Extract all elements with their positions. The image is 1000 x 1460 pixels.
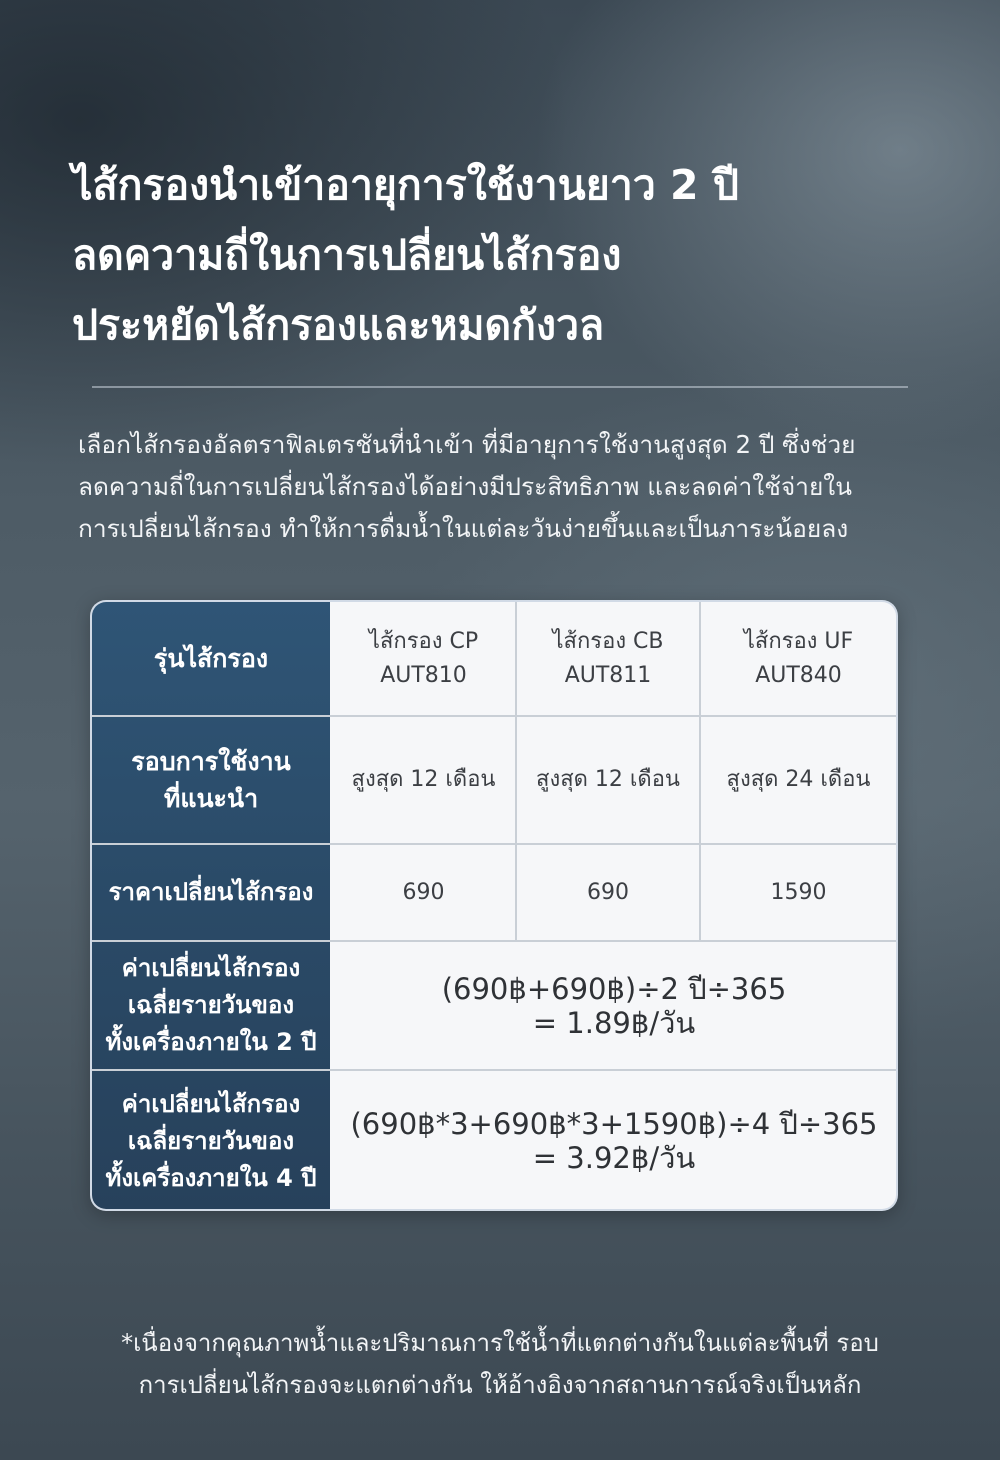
- footnote-line: การเปลี่ยนไส้กรองจะแตกต่างกัน ให้อ้างอิงจากสถานการณ์จริงเป็นหลัก: [138, 1371, 862, 1399]
- daily-cost-2y-cell: (690฿+690฿)÷2 ปี÷365 = 1.89฿/วัน: [441, 971, 787, 1040]
- intro-line: เลือกไส้กรองอัลตราฟิลเตรชันที่นำเข้า ที่มีอายุการใช้งานสูงสุด 2 ปี ซึ่งช่วย: [78, 430, 856, 459]
- row-header-price: ราคาเปลี่ยนไส้กรอง: [108, 878, 314, 906]
- filter-price-cell: 690: [587, 879, 629, 905]
- intro-paragraph: [78, 424, 938, 550]
- headline-line: ไส้กรองนำเข้าอายุการใช้งานยาว 2 ปี: [72, 161, 739, 209]
- filter-model-cell: ไส้กรอง UF AUT840: [743, 628, 854, 688]
- filter-model-cell: ไส้กรอง CB AUT811: [552, 628, 664, 688]
- daily-cost-4y-cell: (690฿*3+690฿*3+1590฿)÷4 ปี÷365 = 3.92฿/วัน: [350, 1107, 878, 1175]
- row-header-daily-2y: ค่าเปลี่ยนไส้กรอง เฉลี่ยรายวันของ ทั้งเครื่องภายใน 2 ปี: [105, 954, 317, 1056]
- headline-line: ลดความถี่ในการเปลี่ยนไส้กรอง: [72, 231, 622, 279]
- footnote: [50, 1322, 950, 1406]
- filter-model-cell: ไส้กรอง CP AUT810: [368, 628, 479, 688]
- filter-comparison-table: [90, 600, 898, 1211]
- headline: [72, 150, 952, 360]
- filter-cycle-cell: สูงสุด 12 เดือน: [351, 767, 496, 792]
- headline-line: ประหยัดไส้กรองและหมดกังวล: [72, 301, 605, 349]
- filter-price-cell: 690: [402, 879, 445, 905]
- row-header-daily-4y: ค่าเปลี่ยนไส้กรอง เฉลี่ยรายวันของ ทั้งเครื่องภายใน 4 ปี: [105, 1089, 317, 1192]
- intro-line: ลดความถี่ในการเปลี่ยนไส้กรองได้อย่างมีประสิทธิภาพ และลดค่าใช้จ่ายใน: [78, 472, 853, 501]
- row-header-cycle: รอบการใช้งาน ที่แนะนำ: [131, 747, 291, 813]
- filter-cycle-cell: สูงสุด 24 เดือน: [726, 767, 871, 792]
- filter-cycle-cell: สูงสุด 12 เดือน: [536, 767, 680, 792]
- footnote-line: *เนื่องจากคุณภาพน้ำและปริมาณการใช้น้ำที่แตกต่างกันในแต่ละพื้นที่ รอบ: [121, 1329, 879, 1357]
- row-header-model: รุ่นไส้กรอง: [153, 644, 269, 673]
- intro-line: การเปลี่ยนไส้กรอง ทำให้การดื่มน้ำในแต่ละวันง่ายขึ้นและเป็นภาระน้อยลง: [78, 514, 849, 543]
- divider: [92, 386, 908, 388]
- filter-price-cell: 1590: [770, 879, 827, 905]
